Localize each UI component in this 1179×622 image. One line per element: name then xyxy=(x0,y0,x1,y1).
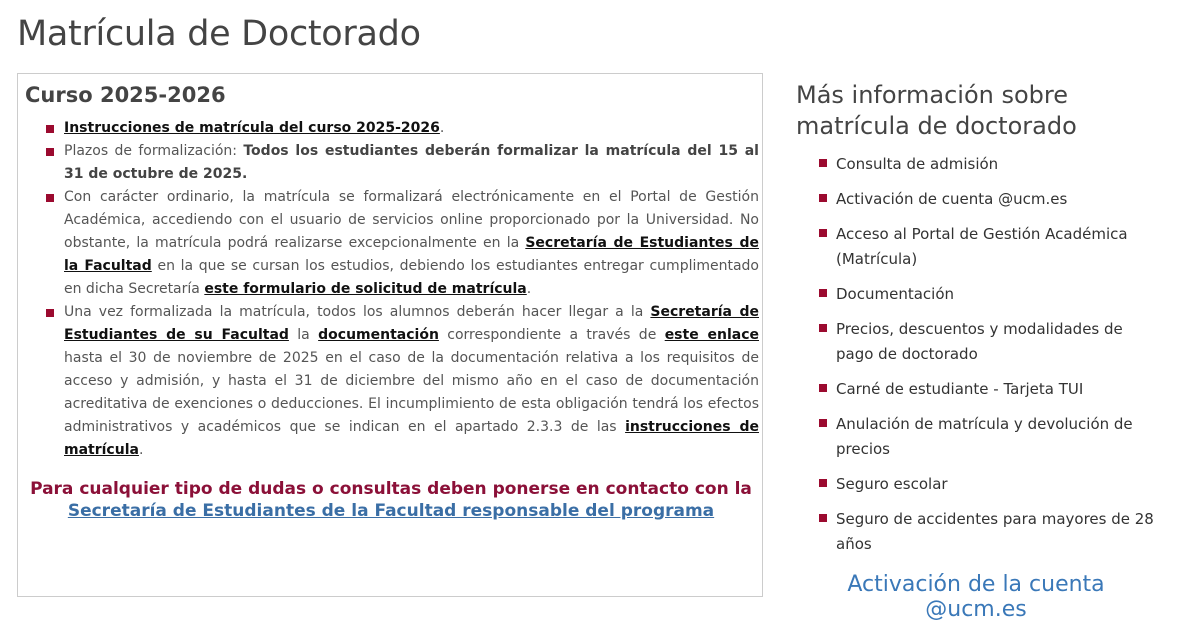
sidebar-list xyxy=(819,152,1164,567)
form-link[interactable]: este formulario de solicitud de matrícula xyxy=(204,281,527,297)
sidebar-item-precios[interactable]: Precios, descuentos y modalidades de pago de doctorado xyxy=(819,317,1164,367)
sidebar-item-carne[interactable]: Carné de estudiante - Tarjeta TUI xyxy=(819,377,1164,402)
sidebar-item-admision[interactable]: Consulta de admisión xyxy=(819,152,1164,177)
docs-text: Una vez formalizada la matrícula, todos los alumnos deberán hacer llegar a la xyxy=(64,304,651,320)
instrucciones-link[interactable]: instrucciones de matrícula xyxy=(64,419,759,458)
secretaria-facultad-link[interactable]: Secretaría de Estudiantes de su Facultad xyxy=(64,304,759,343)
sidebar-item-activacion[interactable]: Activación de cuenta @ucm.es xyxy=(819,187,1164,212)
deadline-text: Todos los estudiantes deberán formalizar la matrícula del 15 al 31 de octubre de 2025. xyxy=(64,143,759,182)
ordinary-text-cont: en la que se cursan los estudios, debiendo los estudiantes entregar cumplimentado en dicha Secretaría xyxy=(64,258,760,297)
list-item xyxy=(46,301,759,462)
sidebar-item-portal[interactable]: Acceso al Portal de Gestión Académica (Matrícula) xyxy=(819,222,1164,272)
docs-text-cont: correspondiente a través de xyxy=(438,327,665,343)
instructions-list xyxy=(46,117,759,462)
ordinary-text: Con carácter ordinario, la matrícula se formalizará electrónicamente en el Portal de Gestión Académica, accediendo con el usuario de servicios online proporcionado por la Universidad. No obstante, la matrícula podrá realizarse excepcionalmente en la xyxy=(64,189,759,251)
list-item xyxy=(46,186,759,301)
main-content-box xyxy=(17,73,763,597)
sidebar-item-anulacion[interactable]: Anulación de matrícula y devolución de precios xyxy=(819,412,1164,462)
sidebar-item-seguro-accidentes[interactable]: Seguro de accidentes para mayores de 28 años xyxy=(819,507,1164,557)
deadline-label: Plazos de formalización: xyxy=(64,143,244,159)
contact-link[interactable]: Secretaría de Estudiantes de la Facultad responsable del programa xyxy=(67,501,715,521)
punctuation: . xyxy=(138,442,144,458)
course-title: Curso 2025-2026 xyxy=(25,83,226,107)
sidebar-item-documentacion[interactable]: Documentación xyxy=(819,282,1164,307)
instructions-link[interactable]: Instrucciones de matrícula del curso 2025-2026 xyxy=(64,120,440,136)
list-item xyxy=(46,140,759,186)
contact-text: Para cualquier tipo de dudas o consultas deben ponerse en contacto con la xyxy=(30,479,752,499)
secretaria-link[interactable]: Secretaría de Estudiantes de la Facultad xyxy=(64,235,759,274)
punctuation: . xyxy=(439,120,445,136)
sidebar-item-seguro-escolar[interactable]: Seguro escolar xyxy=(819,472,1164,497)
docs-text-cont: la xyxy=(288,327,319,343)
docs-text-cont: hasta el 30 de noviembre de 2025 en el caso de la documentación relativa a los requisitos de acceso y admisión, y hasta el 31 de diciembre del mismo año en el caso de documentación acreditativa de exenciones o deducciones. El incumplimiento de esta obligación tendrá los efectos administrativos y académicos que se indican en el apartado 2.3.3 de las xyxy=(64,350,759,435)
page-title: Matrícula de Doctorado xyxy=(17,14,421,54)
sidebar-title: Más información sobre matrícula de doctorado xyxy=(796,81,1077,140)
este-enlace-link[interactable]: este enlace xyxy=(664,327,759,343)
documentacion-link[interactable]: documentación xyxy=(318,327,439,343)
contact-notice xyxy=(18,478,764,522)
list-item xyxy=(46,117,759,140)
activation-link[interactable]: Activación de la cuenta @ucm.es xyxy=(847,572,1105,622)
punctuation: . xyxy=(526,281,532,297)
